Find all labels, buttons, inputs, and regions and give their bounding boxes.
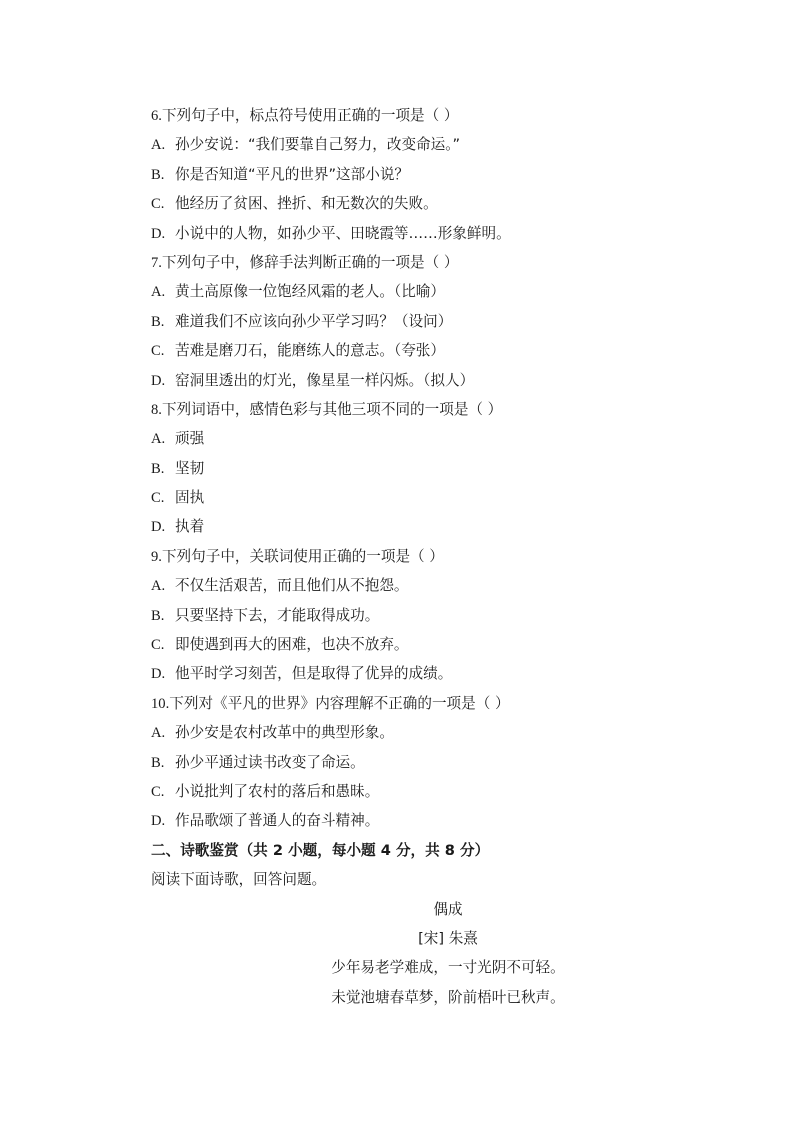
option-letter: B. [151, 460, 165, 477]
question-7-option-d [151, 366, 651, 395]
poem-line-2: 未觉池塘春草梦，阶前梧叶已秋声。 [331, 988, 565, 1006]
option-text: 他平时学习刻苦，但是取得了优异的成绩。 [175, 665, 453, 683]
option-letter: A. [151, 137, 166, 154]
question-7-option-c [151, 336, 651, 365]
option-text: 孙少平通过读书改变了命运。 [175, 753, 365, 771]
option-letter: D. [151, 225, 166, 242]
question-8-stem [151, 395, 651, 424]
question-10-option-d [151, 806, 651, 835]
question-text: 下列句子中，关联词使用正确的一项是（ ） [161, 547, 444, 565]
option-letter: C. [151, 783, 165, 800]
option-letter: A. [151, 284, 166, 301]
option-text: 不仅生活艰苦，而且他们从不抱怨。 [175, 577, 409, 595]
question-7-stem [151, 248, 651, 277]
question-text: 下列词语中，感情色彩与其他三项不同的一项是（ ） [161, 400, 503, 418]
option-text: 只要坚持下去，才能取得成功。 [175, 606, 380, 624]
question-8-option-b [151, 454, 651, 483]
option-letter: A. [151, 431, 166, 448]
option-text: 小说中的人物，如孙少平、田晓霞等……形象鲜明。 [175, 224, 511, 242]
question-number: 8. [151, 401, 162, 418]
option-letter: B. [151, 313, 165, 330]
question-9-option-b [151, 601, 651, 630]
question-10-stem [151, 689, 651, 718]
question-text: 下列句子中，修辞手法判断正确的一项是（ ） [161, 253, 459, 271]
question-8-option-a [151, 424, 651, 453]
option-letter: C. [151, 343, 165, 360]
question-9-stem [151, 542, 651, 571]
exam-content [151, 101, 651, 1012]
option-text: 作品歌颂了普通人的奋斗精神。 [175, 812, 380, 830]
question-6-option-d [151, 219, 651, 248]
question-6-option-a [151, 130, 651, 159]
question-8-option-c [151, 483, 651, 512]
question-7-option-a [151, 277, 651, 306]
option-text: 小说批判了农村的落后和愚昧。 [175, 782, 380, 800]
option-text: 黄土高原像一位饱经风霜的老人。（比喻） [175, 283, 445, 301]
question-6-option-b [151, 160, 651, 189]
question-number: 9. [151, 548, 162, 565]
option-text: 顽强 [175, 430, 205, 448]
option-text: 固执 [175, 489, 205, 507]
question-number: 10. [151, 695, 170, 712]
option-letter: B. [151, 754, 165, 771]
option-letter: D. [151, 666, 166, 683]
question-10-option-b [151, 748, 651, 777]
option-letter: C. [151, 490, 165, 507]
option-text: 他经历了贫困、挫折、和无数次的失败。 [175, 195, 438, 213]
option-letter: A. [151, 725, 166, 742]
option-text: 孙少安是农村改革中的典型形象。 [175, 724, 394, 742]
option-letter: C. [151, 196, 165, 213]
question-10-option-c [151, 777, 651, 806]
question-9-option-c [151, 630, 651, 659]
poem-title: 偶成 [433, 900, 463, 918]
question-6-option-c [151, 189, 651, 218]
question-7-option-b [151, 307, 651, 336]
question-6-stem [151, 101, 651, 130]
question-number: 7. [151, 254, 162, 271]
option-text: 执着 [175, 518, 205, 536]
question-number: 6. [151, 108, 162, 124]
poem-line-1: 少年易老学难成，一寸光阴不可轻。 [331, 959, 565, 977]
option-text: 坚韧 [175, 459, 205, 477]
option-text: 难道我们不应该向孙少平学习吗？（设问） [175, 312, 453, 330]
option-letter: D. [151, 372, 166, 389]
option-letter: B. [151, 607, 165, 624]
option-letter: B. [151, 166, 165, 183]
option-text: 孙少安说：“我们要靠自己努力，改变命运。” [175, 136, 461, 154]
question-8-option-d [151, 512, 651, 541]
question-text: 下列对《平凡的世界》内容理解不正确的一项是（ ） [169, 694, 510, 712]
option-letter: A. [151, 578, 166, 595]
option-letter: D. [151, 813, 166, 830]
reading-instruction: 阅读下面诗歌，回答问题。 [151, 871, 327, 889]
question-10-option-a [151, 718, 651, 747]
poem-author: [宋] 朱熹 [418, 929, 478, 947]
option-text: 苦难是磨刀石，能磨练人的意志。（夸张） [175, 342, 445, 360]
option-text: 即使遇到再大的困难，也决不放弃。 [175, 636, 409, 654]
section-heading: 二、诗歌鉴赏（共 2 小题，每小题 4 分，共 8 分） [151, 841, 490, 859]
option-text: 窑洞里透出的灯光，像星星一样闪烁。（拟人） [175, 371, 475, 389]
option-letter: C. [151, 637, 165, 654]
question-9-option-d [151, 659, 651, 688]
question-9-option-a [151, 571, 651, 600]
question-text: 下列句子中，标点符号使用正确的一项是（ ） [161, 107, 459, 124]
option-letter: D. [151, 519, 166, 536]
option-text: 你是否知道“平凡的世界”这部小说？ [175, 165, 410, 183]
